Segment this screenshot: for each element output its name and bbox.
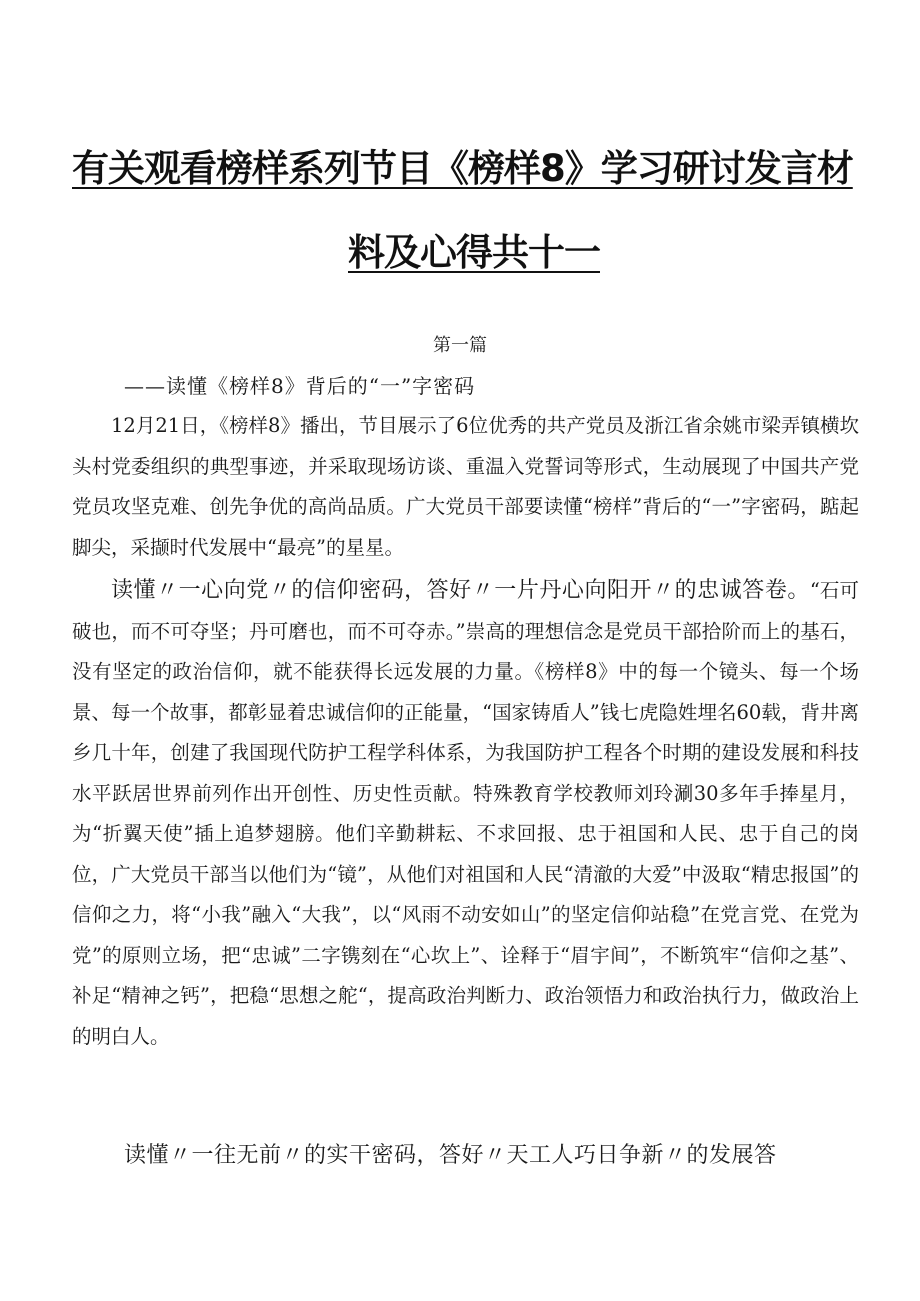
paragraph-2-lead: 读懂〃一心向党〃的信仰密码，答好〃一片丹心向阳开〃的忠诚答卷。 [111,578,810,603]
document-title-line-1 [72,138,853,192]
paragraph-3-lead: 读懂〃一往无前〃的实干密码，答好〃天工人巧日争新〃的发展答 [124,1143,777,1168]
paragraph-1: 12月21日，《榜样8》播出，节目展示了6位优秀的共产党员及浙江省余姚市梁弄镇横坎头村党委组织的典型事迹，并采取现场访谈、重温入党誓词等形式，生动展现了中国共产党党员攻坚克难、创先争优的高尚品质。广大党员干部要读懂“榜样”背后的“一”字密码，踮起脚尖，采撷时代发展中“最亮”的星星。 [72,414,859,559]
title-text-2: 料及心得共十一 [348,231,600,274]
paragraph-2-body: “石可破也，而不可夺坚；丹可磨也，而不可夺赤。”崇高的理想信念是党员干部拾阶而上的基石，没有坚定的政治信仰，就不能获得长远发展的力量。《榜样8》中的每一个镜头、每一个场景、每一个故事，都彰显着忠诚信仰的正能量，“国家铸盾人”钱七虎隐姓埋名60载，背井离乡几十年，创建了我国现代防护工程学科体系，为我国防护工程各个时期的建设发展和科技水平跃居世界前列作出开创性、历史性贡献。特殊教育学校教师刘玲涮30多年手捧星月，为“折翼天使”插上追梦翅膀。他们辛勤耕耘、不求回报、忠于祖国和人民、忠于自己的岗位，广大党员干部当以他们为“镜”，从他们对祖国和人民“清澈的大爱”中汲取“精忠报国”的信仰之力，将“小我”融入“大我”，以“风雨不动安如山”的坚定信仰站稳”在党言党、在党为党”的原则立场，把“忠诚”二字镌刻在“心坎上”、诠释于“眉宇间”，不断筑牢“信仰之基”、补足“精神之钙”，把稳“思想之舵“，提高政治判断力、政治领悟力和政治执行力，做政治上的明白人。 [72,579,859,1048]
chapter-heading: 第一篇 [433,335,487,356]
paragraph-2 [72,571,859,1057]
section-subtitle: ——读懂《榜样8》背后的“一”字密码 [124,374,476,398]
title-text-1: 有关观看榜样系列节目《榜样8》学习研讨发言材 [72,147,853,190]
document-title-line-2 [348,222,600,276]
